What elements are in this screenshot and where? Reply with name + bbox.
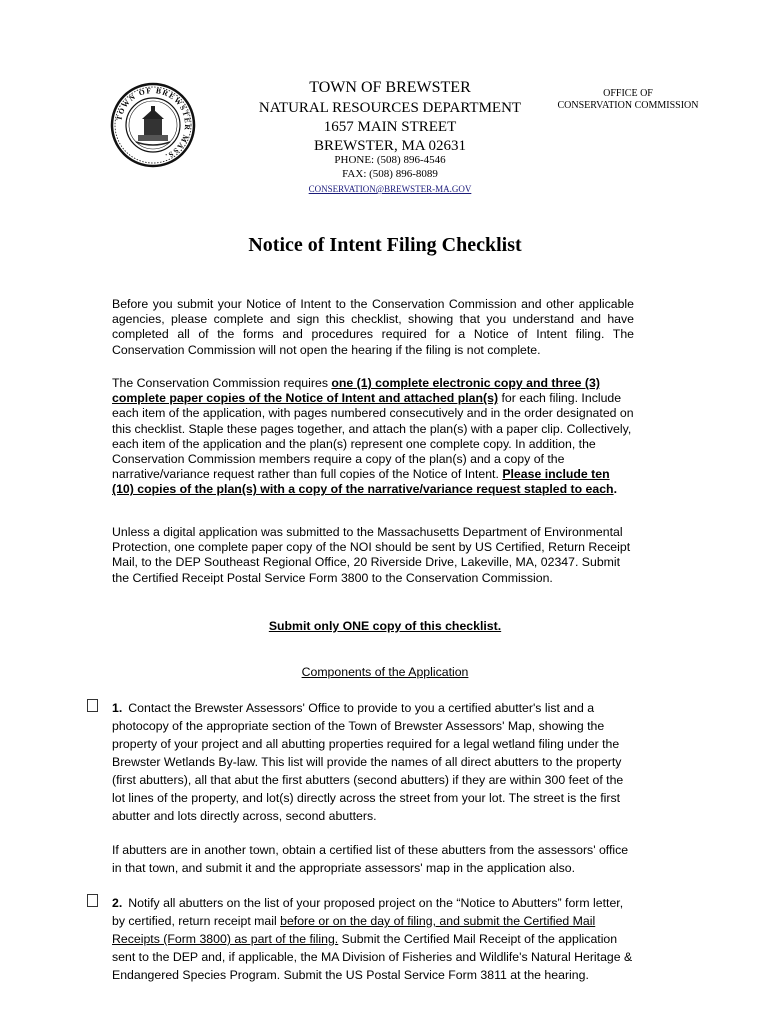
town-name: TOWN OF BREWSTER [309,79,471,96]
checklist-item-1 [112,699,637,825]
town-seal-logo [110,82,196,168]
item-2-checkbox[interactable] [87,894,98,907]
email-link[interactable]: CONSERVATION@BREWSTER-MA.GOV [308,184,472,194]
intro-paragraph: Before you submit your Notice of Intent to the Conservation Commission and other applicable agencies, please complete and sign this checklist, showing that you understand and have completed all of the forms and procedures required for a Notice of Intent filing. The Conservation Commission will not open the hearing if the filing is not complete. [112,297,634,357]
item-2-text-a: Notify all abutters on the list of your proposed project on the “Notice to Abutters” form letter, by certified, return receipt mail [112,896,624,928]
item-1-text: Contact the Brewster Assessors' Office to provide to you a certified abutter's list and a photocopy of the appropriate section of the Town of Brewster Assessors' Map, showing the property of your project and all abutting properties required for a legal wetland filing under the Brewster Wetlands By-law. This list will provide the names of all direct abutters to the property (first abutters), all that abut the first abutters (second abutters) if they are within 300 feet of the lot lines of the property, and lot(s) directly across the street from your lot. The street is the first abutter and lots directly across, second abutters. [112,701,624,823]
fax-number: FAX: (508) 896-8089 [342,168,438,180]
item-1-number: 1. [112,701,123,715]
item-2-text-c: Submit the Certified Mail Receipt of the application sent to the DEP and, if applicable, the MA Division of Fisheries and Wildlife's Natural Heritage & Endangered Species Program. Submit the US Postal Service Form 3811 at the hearing. [112,932,633,982]
svg-text:TOWN OF BREWSTER MASS.: TOWN OF BREWSTER MASS. [114,85,193,162]
req-text-1: The Conservation Commission requires [112,376,332,390]
office-label [548,88,708,112]
req-copies-emphasis: one (1) complete electronic copy and three (3) complete paper copies of the Notice of Intent and attached plan(s) [112,376,600,406]
checklist-item-2 [112,894,637,984]
req-text-2: for each filing. Include each item of the application, with pages numbered consecutively and in the order designated on this checklist. Staple these pages together, and attach the plan(s) with a paper clip. Collectively, each item of the application and the plan(s) represent one complete copy. In addition, the Conservation Commission members require a copy of the plan(s) and a copy of the narrative/variance request rather than full copies of the Notice of Intent. [112,391,634,482]
digital-application-paragraph: Unless a digital application was submitted to the Massachusetts Department of Environmental Protection, one complete paper copy of the NOI should be sent by US Certified, Return Receipt Mail, to the DEP Southeast Regional Office, 20 Riverside Drive, Lakeville, MA, 02347. Submit the Certified Receipt Postal Service Form 3800 to the Conservation Commission. [112,525,631,585]
checklist-item-1-note: If abutters are in another town, obtain a certified list of these abutters from the assessors' office in that town, and submit it and the appropriate assessors' map in the application also. [112,843,629,875]
req-plans-emphasis: Please include ten (10) copies of the plan(s) with a copy of the narrative/variance request stapled to each [112,467,614,497]
office-line-2: CONSERVATION COMMISSION [557,100,699,111]
document-title: Notice of Intent Filing Checklist [248,234,522,256]
submit-one-copy-notice: Submit only ONE copy of this checklist. [268,619,502,633]
item-1-checkbox[interactable] [87,699,98,712]
office-line-1: OFFICE OF [603,88,653,99]
phone-number: PHONE: (508) 896-4546 [334,154,446,166]
department-name: NATURAL RESOURCES DEPARTMENT [258,100,522,116]
city-address: BREWSTER, MA 02631 [313,138,467,154]
street-address: 1657 MAIN STREET [323,119,457,135]
components-heading: Components of the Application [301,665,469,679]
item-2-text-underlined: before or on the day of filing, and submit the Certified Mail Receipts (Form 3800) as part of the filing. [112,914,596,946]
req-text-end: . [613,482,617,497]
item-2-number: 2. [112,896,123,910]
requirements-paragraph [112,376,634,498]
